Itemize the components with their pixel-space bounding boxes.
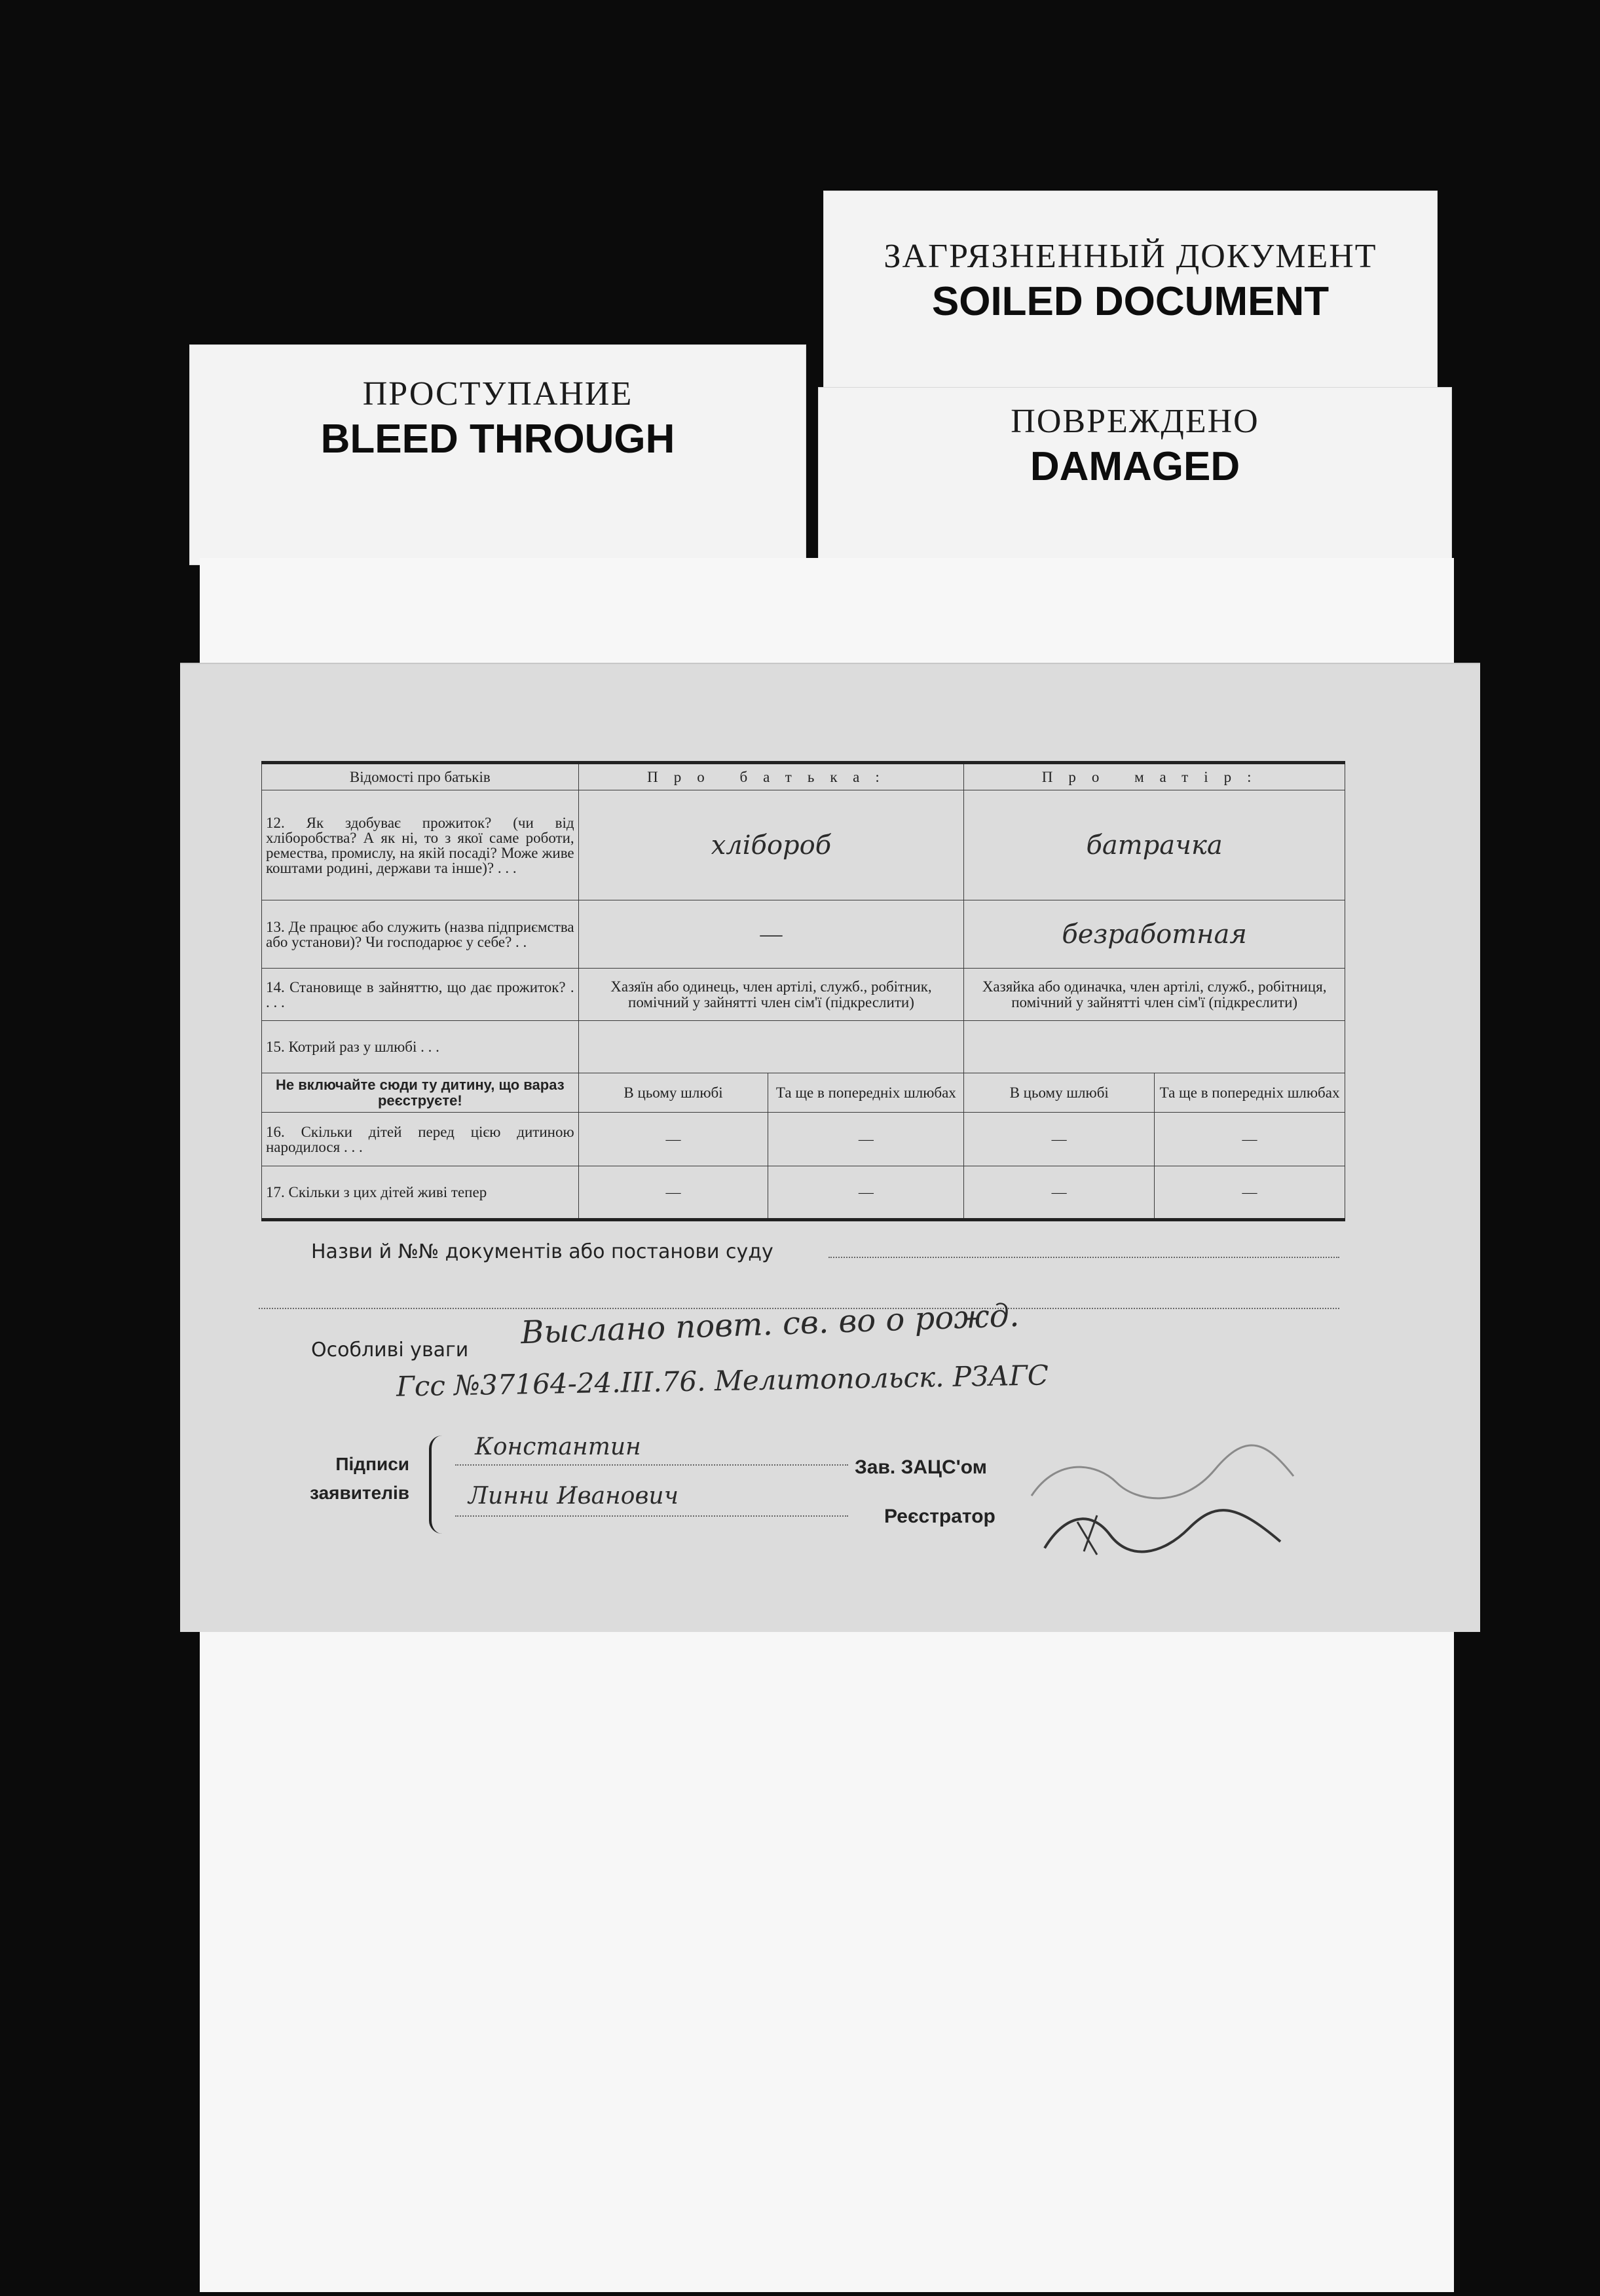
applicant-signature-2: Линни Иванович [468, 1483, 679, 1509]
q14-text: 14. Становище в зайняттю, що дає прожиток? . . . . [262, 969, 579, 1021]
exclude-child-note: Не включайте сюди ту дитину, що вараз реєструєте! [262, 1073, 579, 1113]
documents-line-1 [828, 1257, 1339, 1258]
registrar-label: Реєстратор [884, 1506, 995, 1527]
q16-father-this: — [578, 1113, 768, 1166]
q17-mother-prev: — [1155, 1166, 1345, 1220]
q17-father-this: — [578, 1166, 768, 1220]
mother-this-marriage-header: В цьому шлюбі [964, 1073, 1155, 1113]
q13-text: 13. Де працює або служить (назва підприємства або установи)? Чи господарює у себе? . . [262, 900, 579, 969]
documents-label: Назви й №№ документів або постанови суду [311, 1240, 773, 1263]
soiled-label-ru: ЗАГРЯЗНЕННЫЙ ДОКУМЕНТ [884, 238, 1377, 275]
q12-father-answer: хлібороб [578, 790, 964, 900]
signatures-label: Підписи заявителів [310, 1454, 409, 1503]
q15-text: 15. Котрий раз у шлюбі . . . [262, 1021, 579, 1073]
q16-father-prev: — [768, 1113, 964, 1166]
header-parents-info: Відомості про батьків [262, 763, 579, 790]
applicant-line-2 [455, 1515, 848, 1517]
signatures-brace [429, 1435, 445, 1534]
damaged-label-ru: ПОВРЕЖДЕНО [1011, 403, 1259, 440]
damaged-label-en: DAMAGED [1030, 444, 1240, 489]
q13-mother-answer: безработная [964, 900, 1345, 969]
special-notes-label: Особливі уваги [311, 1339, 469, 1361]
parents-info-table [261, 761, 1345, 1221]
q14-father-options: Хазяїн або одинець, член артілі, служб., робітник, помічний у зайнятті член сім'ї (підкреслити) [578, 969, 964, 1021]
soiled-document-card [824, 191, 1437, 394]
soiled-label-en: SOILED DOCUMENT [931, 279, 1330, 324]
official-signatures [1018, 1417, 1307, 1561]
q13-father-answer: — [578, 900, 964, 969]
q14-mother-options: Хазяйка або одиначка, член артілі, служб., робітниця, помічний у зайнятті член сім'ї (підкреслити) [964, 969, 1345, 1021]
q15-father-cell [578, 1021, 964, 1073]
special-notes-line-2: Гсс №37164-24.III.76. Мелитопольск. РЗАГС [396, 1359, 1049, 1403]
mother-prev-marriages-header: Та ще в попередніх шлюбах [1155, 1073, 1345, 1113]
applicant-signature-1: Константин [475, 1434, 641, 1460]
q17-father-prev: — [768, 1166, 964, 1220]
q16-text: 16. Скільки дітей перед цією дитиною народилося . . . [262, 1113, 579, 1166]
q16-mother-this: — [964, 1113, 1155, 1166]
special-notes-line-1: Выслано повт. св. во о рожд. [520, 1297, 1020, 1352]
bleed-through-card [190, 345, 806, 565]
applicant-line-1 [455, 1464, 848, 1466]
q12-mother-answer: батрачка [964, 790, 1345, 900]
damaged-card [819, 388, 1451, 578]
head-zags-label: Зав. ЗАЦС'ом [855, 1456, 987, 1478]
q16-mother-prev: — [1155, 1113, 1345, 1166]
q17-mother-this: — [964, 1166, 1155, 1220]
header-mother: Про матір: [964, 763, 1345, 790]
q15-mother-cell [964, 1021, 1345, 1073]
q12-text: 12. Як здобуває прожиток? (чи від хліборобства? А як ні, то з якої саме роботи, ремества, промислу, на якій посаді? Може живе коштами родині, держави та інше)? . . . [262, 790, 579, 900]
father-prev-marriages-header: Та ще в попередніх шлюбах [768, 1073, 964, 1113]
registry-form [180, 663, 1480, 1632]
q17-text: 17. Скільки з цих дітей живі тепер [262, 1166, 579, 1220]
header-father: Про батька: [578, 763, 964, 790]
father-this-marriage-header: В цьому шлюбі [578, 1073, 768, 1113]
bleed-label-en: BLEED THROUGH [320, 417, 675, 462]
bleed-label-ru: ПРОСТУПАНИЕ [362, 375, 633, 413]
